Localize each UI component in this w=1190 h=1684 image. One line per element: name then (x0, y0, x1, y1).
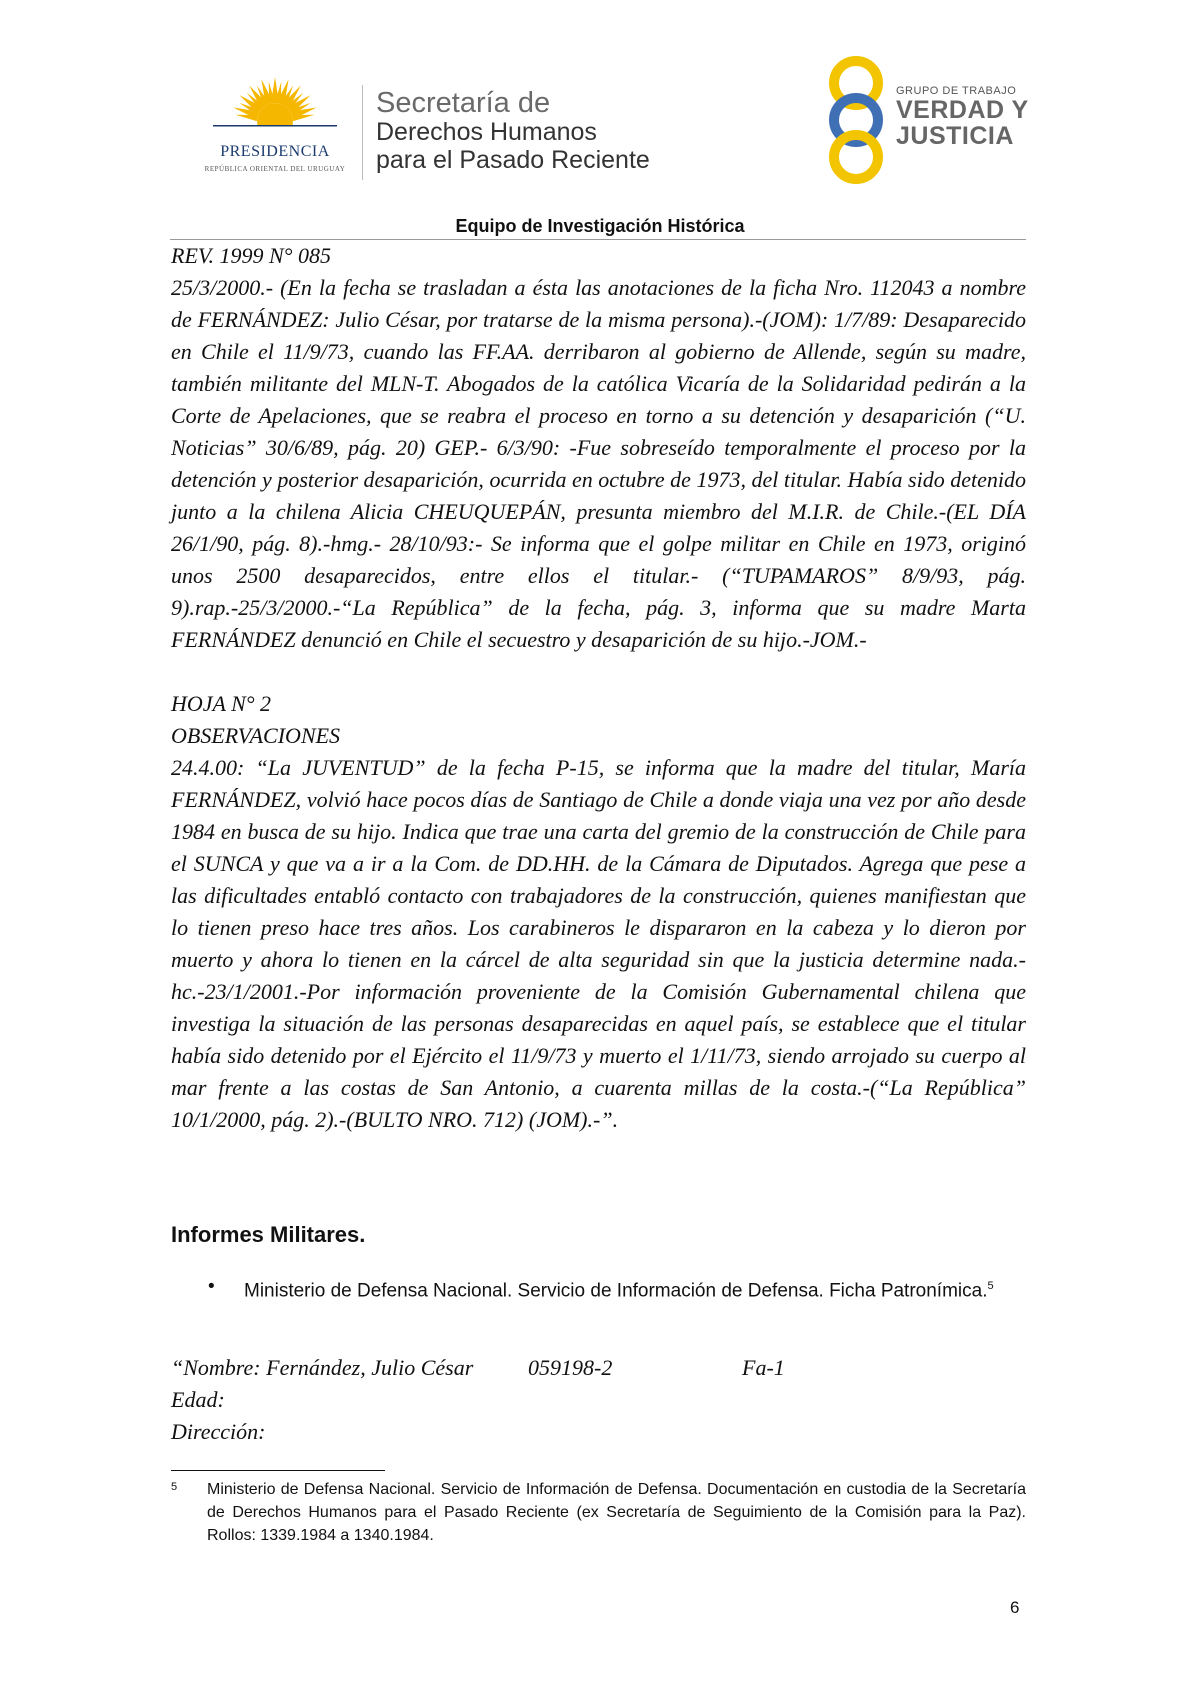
page-number: 6 (1010, 1598, 1020, 1617)
section-heading: Equipo de Investigación Histórica (455, 216, 745, 236)
informes-item-label: Ministerio de Defensa Nacional. Servicio de Información de Defensa. Ficha Patronímica. (244, 1280, 988, 1302)
header-divider (362, 85, 363, 180)
rev-paragraph: 25/3/2000.- (En la fecha se trasladan a ésta las anotaciones de la ficha Nro. 112043 a nombre de FERNÁNDEZ: Julio César, por tratarse de la misma persona).-(JOM): 1/7/89: Desaparecido en Chile el 11/9/73, cuando las FF.AA. derribaron al gobierno de Allende, según su madre, también militante del MLN-T. Abogados de la católica Vicaría de la Solidaridad pedirán a la Corte de Apelaciones, que se reabra el proceso en torno a su detención y desaparición (“U. Noticias” 30/6/89, pág. 20) GEP.- 6/3/90: -Fue sobreseído temporalmente el proceso por la detención y posterior desaparición, ocurrida en octubre de 1973, del titular. Había sido detenido junto a la chilena Alicia CHEUQUEPÁN, presunta miembro del M.I.R. de Chile.-(EL DÍA 26/1/90, pág. 8).-hmg.- 28/10/93:- Se informa que el golpe militar en Chile en 1973, originó unos 2500 desaparecidos, entre ellos el titular.- (“TUPAMAROS” 8/9/93, pág. 9).rap.-25/3/2000.-“La República” de la fecha, pág. 3, informa que su madre Marta FERNÁNDEZ denunció en Chile el secuestro y desaparición de su hijo.-JOM.- (171, 275, 1026, 652)
sun-emblem-icon (195, 75, 355, 145)
bullet-icon: • (208, 1276, 215, 1297)
footnote-number: 5 (171, 1481, 178, 1493)
verdad-label: VERDAD Y (896, 96, 1029, 124)
informes-list-item (208, 1272, 1026, 1305)
observaciones-paragraph: 24.4.00: “La JUVENTUD” de la fecha P-15, se informa que la madre del titular, María FERNÁNDEZ, volvió hace pocos días de Santiago de Chile a donde viaja una vez por año desde 1984 en busca de su hijo. Indica que trae una carta del gremio de la construcción de Chile para el SUNCA y que va a ir a la Com. de DD.HH. de la Cámara de Diputados. Agrega que pese a las dificultades entabló contacto con trabajadores de la construcción, quienes manifiestan que lo tienen preso hace tres años. Los carabineros le dispararon en la cabeza y lo dieron por muerto y ahora lo tienen en la cárcel de alta seguridad sin que la justicia determine nada.-hc.-23/1/2001.-Por información proveniente de la Comisión Gubernamental chilena que investiga la situación de las personas desaparecidas en aquel país, se establece que el titular había sido detenido por el Ejército el 11/9/73 y muerto el 1/11/73, siendo arrojado su cuerpo al mar frente a las costas de San Antonio, a cuarenta millas de la costa.-(“La República” 10/1/2000, pág. 2).-(BULTO NRO. 712) (JOM).-”. (171, 755, 1026, 1132)
footnote-text: Ministerio de Defensa Nacional. Servicio de Información de Defensa. Documentación en custodia de la Secretaría de Derechos Humanos para el Pasado Reciente (ex Secretaría de Seguimiento de la Comisión para la Paz). Rollos: 1339.1984 a 1340.1984. (207, 1481, 1026, 1544)
ficha-direccion: Dirección: (171, 1419, 266, 1444)
justicia-label: JUSTICIA (896, 122, 1014, 150)
secretaria-line-1: Secretaría de (376, 87, 551, 119)
observaciones-title: OBSERVACIONES (171, 723, 341, 748)
presidencia-name: PRESIDENCIA (220, 143, 330, 160)
footnote (171, 1478, 1026, 1547)
informes-item-text (244, 1272, 1026, 1305)
ficha-row-nombre (171, 1352, 1026, 1384)
secretaria-line-3: para el Pasado Reciente (376, 146, 650, 174)
hoja-title: HOJA N° 2 (171, 691, 272, 716)
linked-rings-icon (820, 55, 892, 185)
ficha-codigo: Fa-1 (742, 1355, 785, 1380)
page-header (0, 0, 1190, 240)
ficha-row-direccion (171, 1416, 1026, 1448)
presidencia-logo (195, 75, 355, 185)
ficha-numero: 059198-2 (528, 1355, 613, 1380)
secretaria-line-2: Derechos Humanos (376, 118, 597, 146)
ficha-edad: Edad: (171, 1387, 225, 1412)
footnote-ref[interactable]: 5 (987, 1280, 994, 1292)
informes-heading: Informes Militares. (171, 1222, 366, 1247)
ficha-block (171, 1352, 1026, 1448)
rev-title: REV. 1999 N° 085 (171, 243, 331, 268)
ficha-nombre: “Nombre: Fernández, Julio César (171, 1355, 474, 1380)
verdad-y-justicia-logo (820, 55, 1030, 185)
ficha-row-edad (171, 1384, 1026, 1416)
footnote-separator (171, 1470, 385, 1471)
secretaria-logo-text (376, 88, 650, 174)
grupo-label: GRUPO DE TRABAJO (896, 85, 1017, 97)
document-body (171, 240, 1026, 1136)
presidencia-subtitle: REPÚBLICA ORIENTAL DEL URUGUAY (204, 165, 346, 173)
grupo-text (896, 85, 1029, 149)
